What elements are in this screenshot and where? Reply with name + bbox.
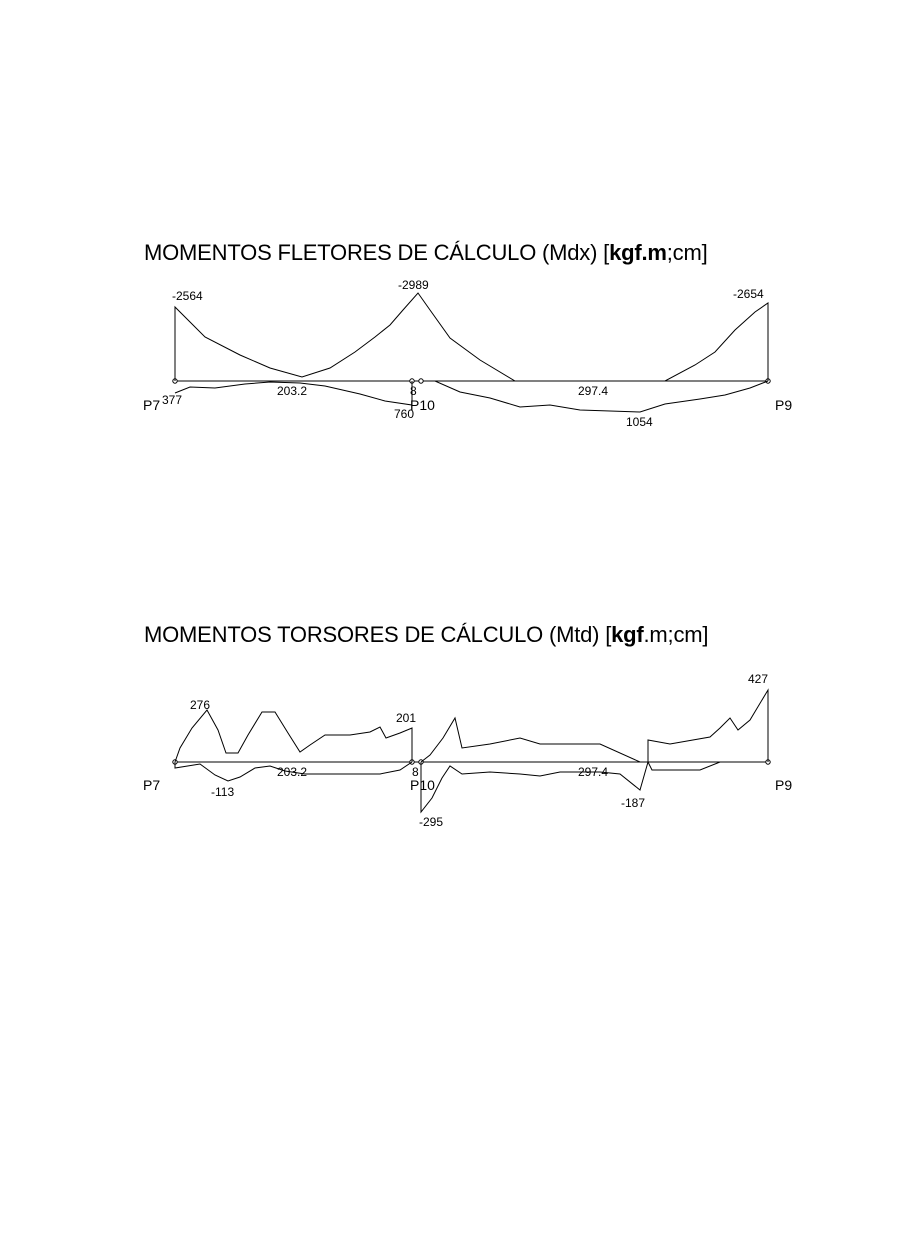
positive-torsion-curve (421, 690, 768, 762)
support-node (419, 379, 423, 383)
positive-torsion-curve (175, 710, 412, 762)
negative-torsion-curve (421, 762, 720, 812)
span-length-label: 203.2 (277, 384, 308, 398)
span-length-label: 297.4 (578, 765, 609, 779)
support-label-p10: P10 (410, 777, 435, 793)
value-label: -187 (621, 796, 646, 810)
value-label: -2564 (172, 289, 203, 303)
value-label: 8 (412, 765, 419, 779)
value-label: -295 (419, 815, 444, 829)
support-label-p7: P7 (143, 397, 161, 413)
value-label: -2989 (398, 278, 429, 292)
support-label-p9: P9 (775, 397, 793, 413)
value-label: 8 (410, 384, 417, 398)
span-length-label: 297.4 (578, 384, 609, 398)
value-label: 1054 (626, 415, 653, 429)
support-label-p10: P10 (410, 397, 435, 413)
support-label-p7: P7 (143, 777, 161, 793)
value-label: -2654 (733, 287, 764, 301)
torsion-moment-diagram (0, 655, 900, 835)
negative-moment-curve (175, 293, 768, 381)
diagram-title-bending: MOMENTOS FLETORES DE CÁLCULO (Mdx) [kgf.m;cm] (144, 240, 708, 265)
diagram-title-torsion: MOMENTOS TORSORES DE CÁLCULO (Mtd) [kgf.m;cm] (144, 622, 709, 647)
value-label: 377 (162, 393, 183, 407)
value-label: 201 (396, 711, 417, 725)
value-label: 427 (748, 672, 769, 686)
support-label-p9: P9 (775, 777, 793, 793)
bending-moment-diagram (0, 270, 900, 440)
value-label: 276 (190, 698, 211, 712)
value-label: 760 (394, 407, 415, 421)
span-length-label: 203.2 (277, 765, 308, 779)
value-label: -113 (211, 785, 235, 799)
